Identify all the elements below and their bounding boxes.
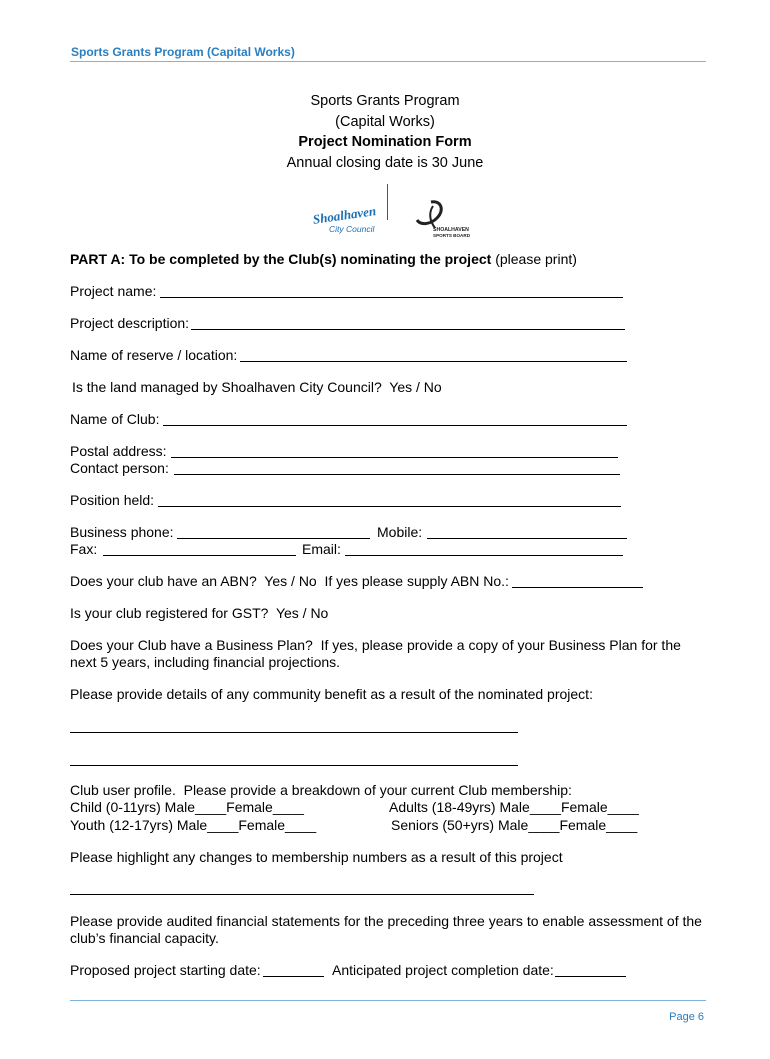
business-plan-text-1: Does your Club have a Business Plan? If yes, please provide a copy of your Business Plan for the bbox=[70, 637, 681, 653]
project-description-field[interactable] bbox=[191, 329, 625, 330]
completion-date-field[interactable] bbox=[555, 976, 626, 977]
council-logo-main: Shoalhaven bbox=[311, 203, 377, 227]
financial-statements-text-2: club’s financial capacity. bbox=[70, 930, 219, 946]
mobile-field[interactable] bbox=[427, 538, 627, 539]
club-name-field[interactable] bbox=[163, 425, 627, 426]
community-benefit-question: Please provide details of any community benefit as a result of the nominated project: bbox=[70, 686, 593, 702]
adults-membership: Adults (18-49yrs) Male____Female____ bbox=[389, 799, 639, 815]
footer-divider bbox=[70, 1000, 706, 1001]
land-managed-question: Is the land managed by Shoalhaven City Council? Yes / No bbox=[72, 379, 442, 395]
business-phone-field[interactable] bbox=[177, 538, 370, 539]
shoalhaven-council-logo bbox=[302, 188, 380, 234]
position-held-field[interactable] bbox=[158, 506, 621, 507]
postal-address-label: Postal address: bbox=[70, 443, 171, 459]
seniors-membership: Seniors (50+yrs) Male____Female____ bbox=[391, 817, 638, 833]
club-name-label: Name of Club: bbox=[70, 411, 164, 427]
closing-date: Annual closing date is 30 June bbox=[286, 155, 484, 171]
title-line-1: Sports Grants Program bbox=[310, 93, 460, 109]
logo-separator bbox=[387, 184, 388, 220]
membership-changes-question: Please highlight any changes to membership numbers as a result of this project bbox=[70, 849, 563, 865]
community-benefit-line-2[interactable] bbox=[70, 765, 518, 766]
position-held-label: Position held: bbox=[70, 492, 158, 508]
header-divider bbox=[70, 61, 706, 62]
contact-person-field[interactable] bbox=[174, 474, 620, 475]
fax-field[interactable] bbox=[103, 555, 296, 556]
email-field[interactable] bbox=[345, 555, 623, 556]
council-logo-sub: City Council bbox=[328, 224, 375, 234]
part-a-title: PART A: To be completed by the Club(s) nominating the project bbox=[70, 251, 492, 267]
child-membership: Child (0-11yrs) Male____Female____ bbox=[70, 799, 304, 815]
financial-statements-text-1: Please provide audited financial statements for the preceding three years to enable assessment of the bbox=[70, 913, 702, 929]
page-number: Page 6 bbox=[669, 1011, 704, 1023]
shoalhaven-sports-board-logo bbox=[400, 180, 470, 238]
start-date-label: Proposed project starting date: bbox=[70, 962, 265, 978]
header-title: Sports Grants Program (Capital Works) bbox=[71, 45, 295, 59]
title-line-2: (Capital Works) bbox=[335, 114, 435, 130]
business-phone-label: Business phone: bbox=[70, 524, 178, 540]
gst-question: Is your club registered for GST? Yes / No bbox=[70, 605, 329, 621]
business-plan-text-2: next 5 years, including financial projections. bbox=[70, 654, 341, 670]
contact-person-label: Contact person: bbox=[70, 460, 173, 476]
part-a-heading bbox=[70, 251, 577, 267]
completion-date-label: Anticipated project completion date: bbox=[332, 962, 558, 978]
part-a-note: (please print) bbox=[491, 251, 577, 267]
board-logo-sub: SPORTS BOARD bbox=[432, 233, 470, 238]
abn-field[interactable] bbox=[512, 587, 643, 588]
start-date-field[interactable] bbox=[263, 976, 324, 977]
fax-label: Fax: bbox=[70, 541, 102, 557]
reserve-field[interactable] bbox=[240, 361, 627, 362]
board-logo-main: SHOALHAVEN bbox=[432, 227, 469, 233]
project-name-field[interactable] bbox=[160, 297, 623, 298]
reserve-label: Name of reserve / location: bbox=[70, 347, 242, 363]
email-label: Email: bbox=[302, 541, 345, 557]
youth-membership: Youth (12-17yrs) Male____Female____ bbox=[70, 817, 317, 833]
postal-address-field[interactable] bbox=[171, 457, 618, 458]
project-description-label: Project description: bbox=[70, 315, 193, 331]
community-benefit-line-1[interactable] bbox=[70, 732, 518, 733]
project-name-label: Project name: bbox=[70, 283, 161, 299]
abn-question: Does your club have an ABN? Yes / No If yes please supply ABN No.: bbox=[70, 573, 513, 589]
membership-changes-line[interactable] bbox=[70, 894, 534, 895]
mobile-label: Mobile: bbox=[377, 524, 427, 540]
club-profile-intro: Club user profile. Please provide a breakdown of your current Club membership: bbox=[70, 782, 572, 798]
form-title: Project Nomination Form bbox=[298, 134, 472, 150]
